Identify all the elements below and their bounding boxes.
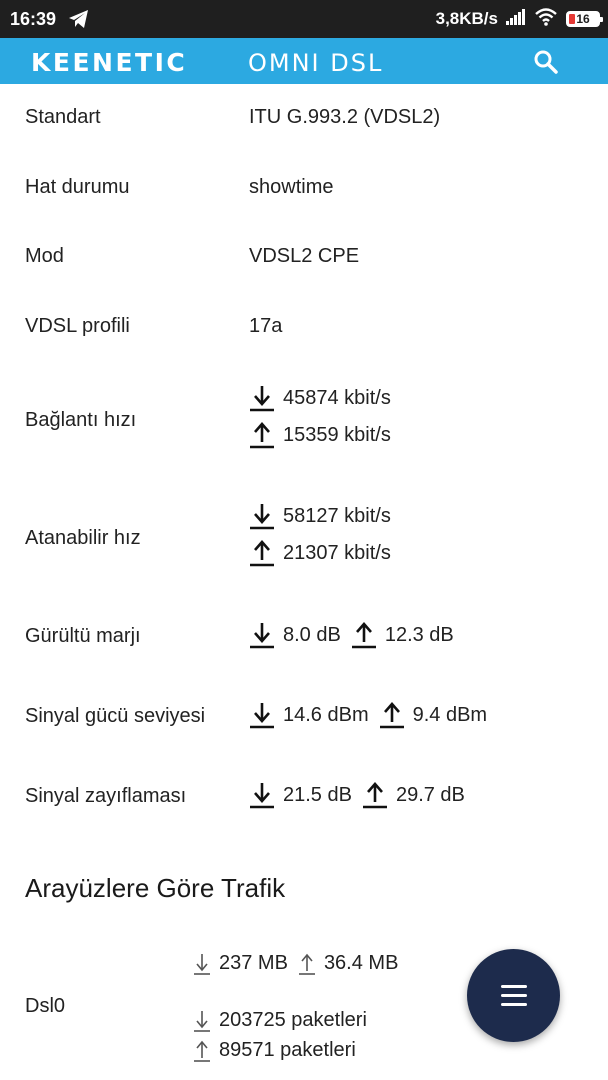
tx-packets: 89571 paketleri [219, 1039, 356, 1061]
menu-fab-button[interactable] [467, 949, 560, 1042]
wifi-icon [534, 8, 558, 31]
brand-logo[interactable]: KEENETIC [31, 48, 188, 77]
download-arrow-icon [249, 781, 275, 809]
rx-bytes: 237 MB [219, 952, 288, 974]
upload-arrow-icon [249, 539, 275, 567]
row-label: Sinyal zayıflaması [25, 785, 187, 807]
battery-level: 16 [576, 12, 590, 26]
row-label: Sinyal gücü seviyesi [25, 705, 206, 727]
upstream-value: 29.7 dB [395, 783, 465, 806]
download-arrow-icon [249, 701, 275, 729]
download-arrow-icon [249, 502, 275, 530]
downstream-value: 8.0 dB [283, 623, 341, 646]
row-value: ITU G.993.2 (VDSL2) [249, 106, 441, 128]
upstream-value: 15359 kbit/s [283, 423, 391, 446]
search-icon[interactable] [532, 48, 560, 76]
tx-packets-line [193, 1039, 356, 1062]
network-speed: 3,8KB/s [435, 9, 498, 28]
status-time: 16:39 [10, 9, 57, 29]
battery-icon [566, 11, 600, 27]
power-line [249, 701, 487, 729]
upstream-value: 12.3 dB [384, 623, 454, 646]
row-label: Atanabilir hız [25, 527, 141, 549]
upload-arrow-icon [249, 421, 275, 449]
upload-arrow-icon [298, 953, 316, 975]
upstream-value: 9.4 dBm [412, 703, 488, 726]
row-label: Gürültü marjı [25, 625, 141, 647]
download-arrow-icon [249, 621, 275, 649]
upstream-value: 21307 kbit/s [283, 541, 391, 564]
row-value: VDSL2 CPE [249, 245, 360, 267]
status-indicators [436, 8, 600, 30]
margin-line [249, 621, 454, 649]
downstream-line [249, 384, 391, 412]
upstream-line [249, 421, 391, 449]
tx-bytes: 36.4 MB [323, 952, 399, 974]
download-arrow-icon [193, 1010, 211, 1032]
row-label: Hat durumu [25, 176, 130, 198]
row-label: Bağlantı hızı [25, 409, 137, 431]
rx-packets-line [193, 1009, 367, 1032]
download-arrow-icon [193, 953, 211, 975]
upload-arrow-icon [379, 701, 405, 729]
download-arrow-icon [249, 384, 275, 412]
status-bar [0, 0, 608, 38]
app-header [0, 38, 608, 84]
device-model: OMNI DSL [248, 49, 384, 77]
upload-arrow-icon [351, 621, 377, 649]
row-label: VDSL profili [25, 315, 130, 337]
row-label: Mod [25, 245, 64, 267]
telegram-icon [68, 9, 90, 29]
downstream-value: 45874 kbit/s [283, 386, 391, 409]
downstream-value: 21.5 dB [283, 783, 352, 806]
row-value: 17a [249, 315, 283, 337]
downstream-line [249, 502, 391, 530]
signal-bars-icon [506, 9, 526, 30]
downstream-value: 14.6 dBm [283, 703, 369, 726]
upload-arrow-icon [362, 781, 388, 809]
downstream-value: 58127 kbit/s [283, 504, 391, 527]
rx-packets: 203725 paketleri [219, 1009, 367, 1031]
attenuation-line [249, 781, 465, 809]
row-value: showtime [249, 176, 334, 198]
interface-name: Dsl0 [25, 995, 66, 1017]
traffic-section-title: Arayüzlere Göre Trafik [25, 873, 286, 903]
upload-arrow-icon [193, 1040, 211, 1062]
traffic-bytes-line [193, 952, 398, 975]
upstream-line [249, 539, 391, 567]
row-label: Standart [25, 106, 101, 128]
